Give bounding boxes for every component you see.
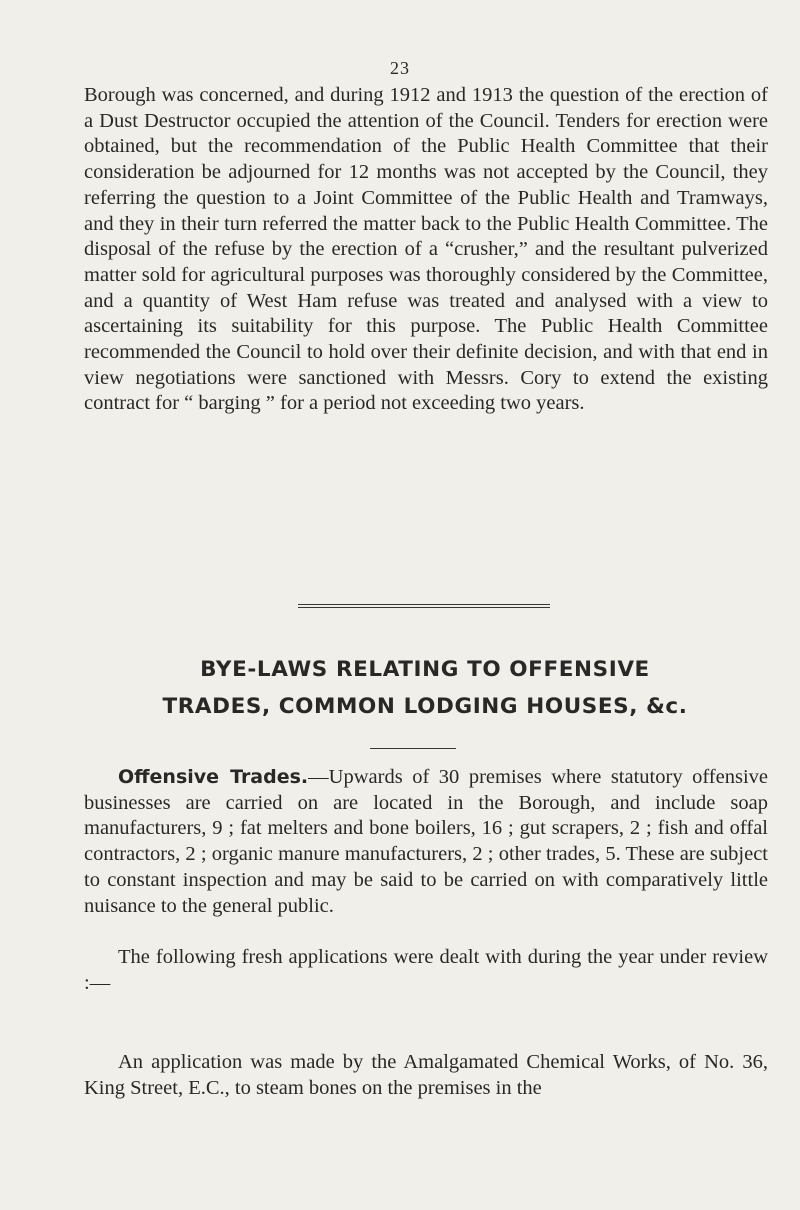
section-heading-line-2: TRADES, COMMON LODGING HOUSES, &c. bbox=[162, 694, 688, 719]
offensive-trades-text: —Upwards of 30 premises where statutory offensive businesses are carried on are located in the Borough, and include soap manufacturers, 9 ; fat melters and bone boilers, 16 ; gut scrapers, 2 ; fish and offal contractors, 2 ; organic manure manufacturers, 2 ; other trades, 5. These are subject to constant inspection and may be said to be carried on with comparatively little nuisance to the general public. bbox=[84, 766, 768, 917]
application-paragraph: An application was made by the Amalgamated Chemical Works, of No. 36, King Street, E.C., to steam bones on the premises in the bbox=[84, 1051, 768, 1099]
offensive-trades-title: Offensive Trades. bbox=[118, 766, 309, 788]
section-heading-line-1: BYE-LAWS RELATING TO OFFENSIVE bbox=[200, 657, 650, 682]
heading-underline bbox=[370, 748, 456, 749]
section-divider bbox=[298, 604, 550, 608]
section-heading bbox=[80, 651, 770, 725]
page-number: 23 bbox=[390, 58, 410, 78]
offensive-trades-paragraph bbox=[84, 765, 768, 919]
applications-intro-paragraph: The following fresh applications were dealt with during the year under review :— bbox=[84, 946, 768, 994]
intro-paragraph: Borough was concerned, and during 1912 and 1913 the question of the erection of a Dust Destructor occupied the attention of the Council. Tenders for erection were obtained, but the recommendation of the Public Health Committee that their consideration be adjourned for 12 months was not accepted by the Council, they referring the question to a Joint Committee of the Public Health and Tramways, and they in their turn referred the matter back to the Public Health Committee. The disposal of the refuse by the erection of a “crusher,” and the resultant pulverized matter sold for agricultural purposes was thoroughly considered by the Committee, and a quantity of West Ham refuse was treated and analysed with a view to ascertaining its suitability for this purpose. The Public Health Committee recommended the Council to hold over their definite decision, and with that end in view negotiations were sanctioned with Messrs. Cory to extend the existing contract for “ barging ” for a period not exceeding two years. bbox=[84, 84, 768, 415]
